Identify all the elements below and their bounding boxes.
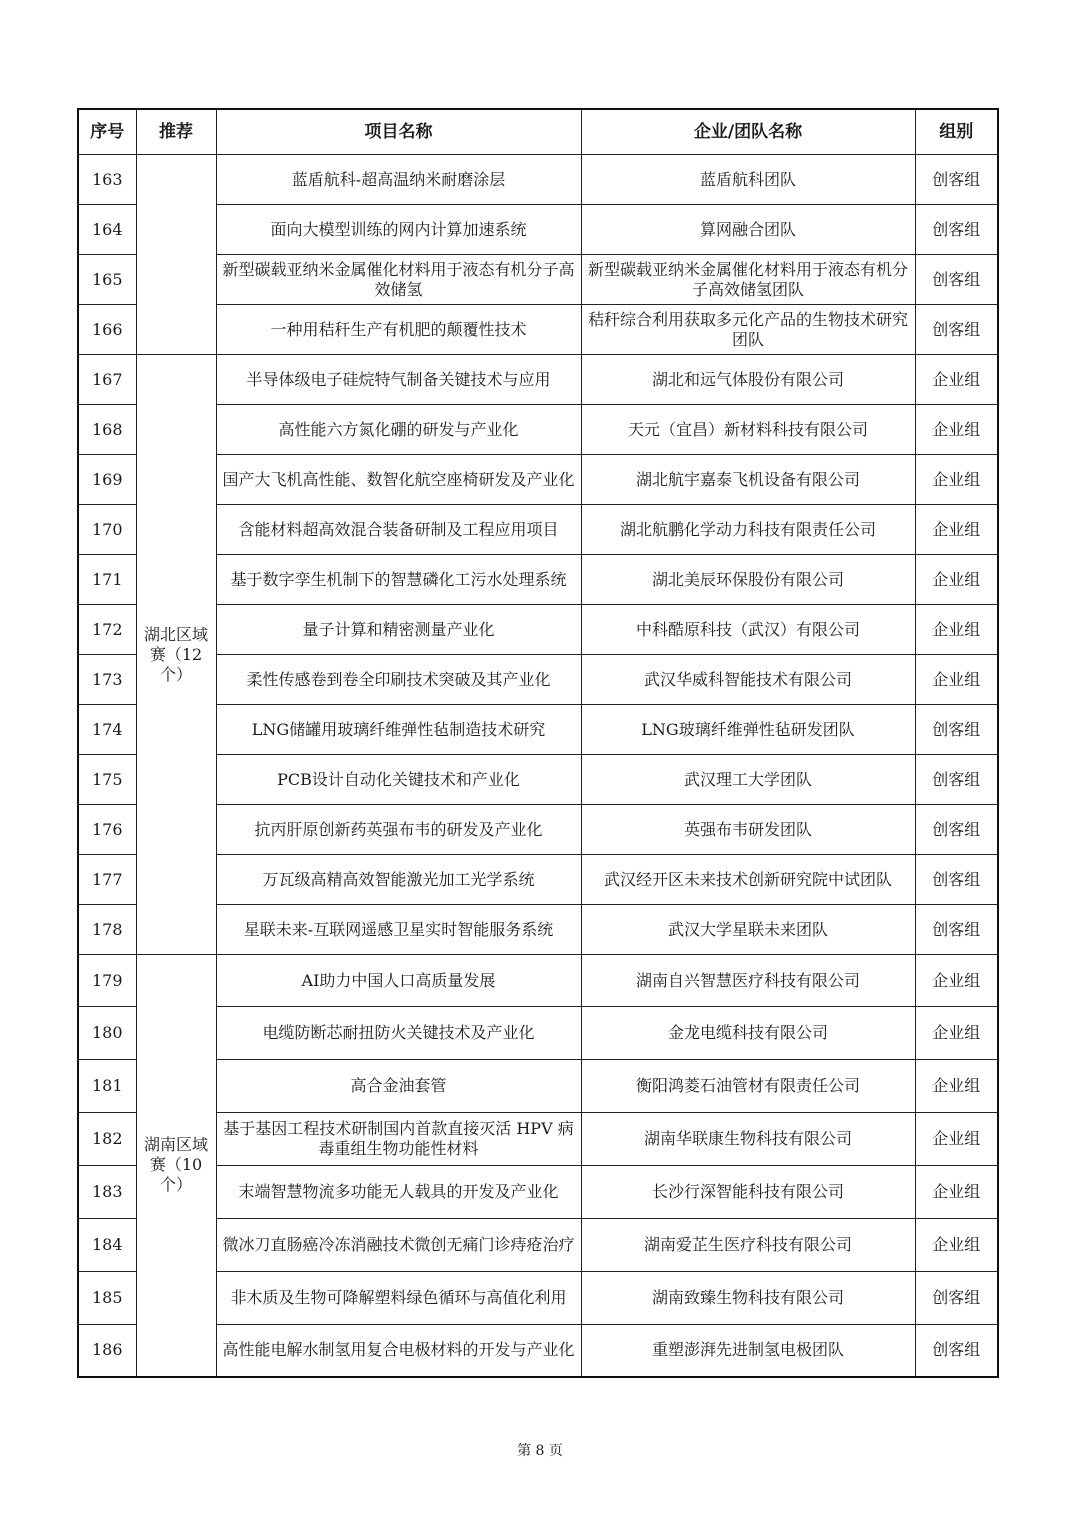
table-row (78, 705, 998, 755)
table-row (78, 755, 998, 805)
recommend-cell: 湖北区域赛（12个） (136, 355, 216, 955)
project-name: 基于基因工程技术研制国内首款直接灭活 HPV 病毒重组生物功能性材料 (216, 1113, 581, 1166)
row-number: 174 (78, 705, 136, 755)
project-name: 含能材料超高效混合装备研制及工程应用项目 (216, 505, 581, 555)
row-number: 169 (78, 455, 136, 505)
org-name: 湖北美辰环保股份有限公司 (581, 555, 915, 605)
org-name: 重塑澎湃先进制氢电极团队 (581, 1325, 915, 1377)
recommend-cell (136, 155, 216, 355)
row-number: 182 (78, 1113, 136, 1166)
group-label: 企业组 (915, 955, 998, 1007)
header-recommend: 推荐 (136, 109, 216, 155)
group-label: 企业组 (915, 1166, 998, 1219)
group-label: 创客组 (915, 155, 998, 205)
table-row (78, 405, 998, 455)
table-row (78, 1219, 998, 1272)
org-name: LNG玻璃纤维弹性毡研发团队 (581, 705, 915, 755)
org-name: 湖北和远气体股份有限公司 (581, 355, 915, 405)
table-row (78, 155, 998, 205)
table-row (78, 605, 998, 655)
project-name: 量子计算和精密测量产业化 (216, 605, 581, 655)
project-table (77, 108, 999, 1378)
project-name: 面向大模型训练的网内计算加速系统 (216, 205, 581, 255)
table-row (78, 1007, 998, 1060)
project-name: 一种用秸秆生产有机肥的颠覆性技术 (216, 305, 581, 355)
row-number: 165 (78, 255, 136, 305)
row-number: 175 (78, 755, 136, 805)
org-name: 武汉华威科智能技术有限公司 (581, 655, 915, 705)
row-number: 183 (78, 1166, 136, 1219)
group-label: 创客组 (915, 1325, 998, 1377)
header-row (78, 109, 998, 155)
row-number: 177 (78, 855, 136, 905)
org-name: 湖南致臻生物科技有限公司 (581, 1272, 915, 1325)
group-label: 企业组 (915, 555, 998, 605)
org-name: 湖南自兴智慧医疗科技有限公司 (581, 955, 915, 1007)
group-label: 企业组 (915, 1113, 998, 1166)
row-number: 168 (78, 405, 136, 455)
table-row (78, 555, 998, 605)
project-name: 国产大飞机高性能、数智化航空座椅研发及产业化 (216, 455, 581, 505)
table-row (78, 855, 998, 905)
group-label: 企业组 (915, 1060, 998, 1113)
org-name: 蓝盾航科团队 (581, 155, 915, 205)
project-name: 高合金油套管 (216, 1060, 581, 1113)
project-name: 蓝盾航科-超高温纳米耐磨涂层 (216, 155, 581, 205)
table-body (78, 155, 998, 1377)
org-name: 长沙行深智能科技有限公司 (581, 1166, 915, 1219)
page-number: 第 8 页 (517, 1443, 563, 1459)
table-row (78, 355, 998, 405)
group-label: 企业组 (915, 405, 998, 455)
header-group: 组别 (915, 109, 998, 155)
group-label: 创客组 (915, 855, 998, 905)
org-name: 湖南爱芷生医疗科技有限公司 (581, 1219, 915, 1272)
org-name: 新型碳载亚纳米金属催化材料用于液态有机分子高效储氢团队 (581, 255, 915, 305)
row-number: 181 (78, 1060, 136, 1113)
org-name: 金龙电缆科技有限公司 (581, 1007, 915, 1060)
table-row (78, 255, 998, 305)
org-name: 武汉经开区未来技术创新研究院中试团队 (581, 855, 915, 905)
row-number: 180 (78, 1007, 136, 1060)
org-name: 英强布韦研发团队 (581, 805, 915, 855)
org-name: 湖南华联康生物科技有限公司 (581, 1113, 915, 1166)
row-number: 164 (78, 205, 136, 255)
table-row (78, 1272, 998, 1325)
table-row (78, 1325, 998, 1377)
group-label: 企业组 (915, 455, 998, 505)
project-name: 高性能六方氮化硼的研发与产业化 (216, 405, 581, 455)
row-number: 178 (78, 905, 136, 955)
table-row (78, 1060, 998, 1113)
org-name: 武汉大学星联未来团队 (581, 905, 915, 955)
project-name: 半导体级电子硅烷特气制备关键技术与应用 (216, 355, 581, 405)
row-number: 166 (78, 305, 136, 355)
org-name: 算网融合团队 (581, 205, 915, 255)
table-row (78, 505, 998, 555)
row-number: 171 (78, 555, 136, 605)
group-label: 企业组 (915, 655, 998, 705)
project-name: 非木质及生物可降解塑料绿色循环与高值化利用 (216, 1272, 581, 1325)
project-name: LNG储罐用玻璃纤维弹性毡制造技术研究 (216, 705, 581, 755)
group-label: 企业组 (915, 605, 998, 655)
row-number: 186 (78, 1325, 136, 1377)
row-number: 170 (78, 505, 136, 555)
table-row (78, 805, 998, 855)
org-name: 武汉理工大学团队 (581, 755, 915, 805)
org-name: 湖北航鹏化学动力科技有限责任公司 (581, 505, 915, 555)
header-org: 企业/团队名称 (581, 109, 915, 155)
project-name: 抗丙肝原创新药英强布韦的研发及产业化 (216, 805, 581, 855)
table-row (78, 305, 998, 355)
table-row (78, 205, 998, 255)
project-name: 末端智慧物流多功能无人载具的开发及产业化 (216, 1166, 581, 1219)
group-label: 创客组 (915, 755, 998, 805)
group-label: 创客组 (915, 905, 998, 955)
table-row (78, 905, 998, 955)
project-name: 电缆防断芯耐扭防火关键技术及产业化 (216, 1007, 581, 1060)
group-label: 创客组 (915, 705, 998, 755)
org-name: 秸秆综合利用获取多元化产品的生物技术研究团队 (581, 305, 915, 355)
project-name: 柔性传感卷到卷全印刷技术突破及其产业化 (216, 655, 581, 705)
project-name: PCB设计自动化关键技术和产业化 (216, 755, 581, 805)
row-number: 167 (78, 355, 136, 405)
row-number: 176 (78, 805, 136, 855)
row-number: 172 (78, 605, 136, 655)
project-name: 万瓦级高精高效智能激光加工光学系统 (216, 855, 581, 905)
org-name: 衡阳鸿菱石油管材有限责任公司 (581, 1060, 915, 1113)
project-name: AI助力中国人口高质量发展 (216, 955, 581, 1007)
header-no: 序号 (78, 109, 136, 155)
group-label: 创客组 (915, 305, 998, 355)
header-project: 项目名称 (216, 109, 581, 155)
table-row (78, 1113, 998, 1166)
table-row (78, 455, 998, 505)
org-name: 天元（宜昌）新材料科技有限公司 (581, 405, 915, 455)
row-number: 179 (78, 955, 136, 1007)
row-number: 173 (78, 655, 136, 705)
group-label: 企业组 (915, 505, 998, 555)
org-name: 中科酷原科技（武汉）有限公司 (581, 605, 915, 655)
project-name: 新型碳载亚纳米金属催化材料用于液态有机分子高效储氢 (216, 255, 581, 305)
row-number: 185 (78, 1272, 136, 1325)
group-label: 创客组 (915, 205, 998, 255)
project-name: 微冰刀直肠癌冷冻消融技术微创无痛门诊痔疮治疗 (216, 1219, 581, 1272)
project-name: 基于数字孪生机制下的智慧磷化工污水处理系统 (216, 555, 581, 605)
group-label: 创客组 (915, 1272, 998, 1325)
org-name: 湖北航宇嘉泰飞机设备有限公司 (581, 455, 915, 505)
document-sheet (77, 108, 997, 1378)
row-number: 184 (78, 1219, 136, 1272)
project-name: 高性能电解水制氢用复合电极材料的开发与产业化 (216, 1325, 581, 1377)
group-label: 企业组 (915, 1007, 998, 1060)
row-number: 163 (78, 155, 136, 205)
group-label: 企业组 (915, 355, 998, 405)
group-label: 创客组 (915, 255, 998, 305)
table-row (78, 1166, 998, 1219)
table-row (78, 955, 998, 1007)
table-row (78, 655, 998, 705)
project-name: 星联未来-互联网遥感卫星实时智能服务系统 (216, 905, 581, 955)
group-label: 创客组 (915, 805, 998, 855)
group-label: 企业组 (915, 1219, 998, 1272)
recommend-cell: 湖南区域赛（10个） (136, 955, 216, 1377)
